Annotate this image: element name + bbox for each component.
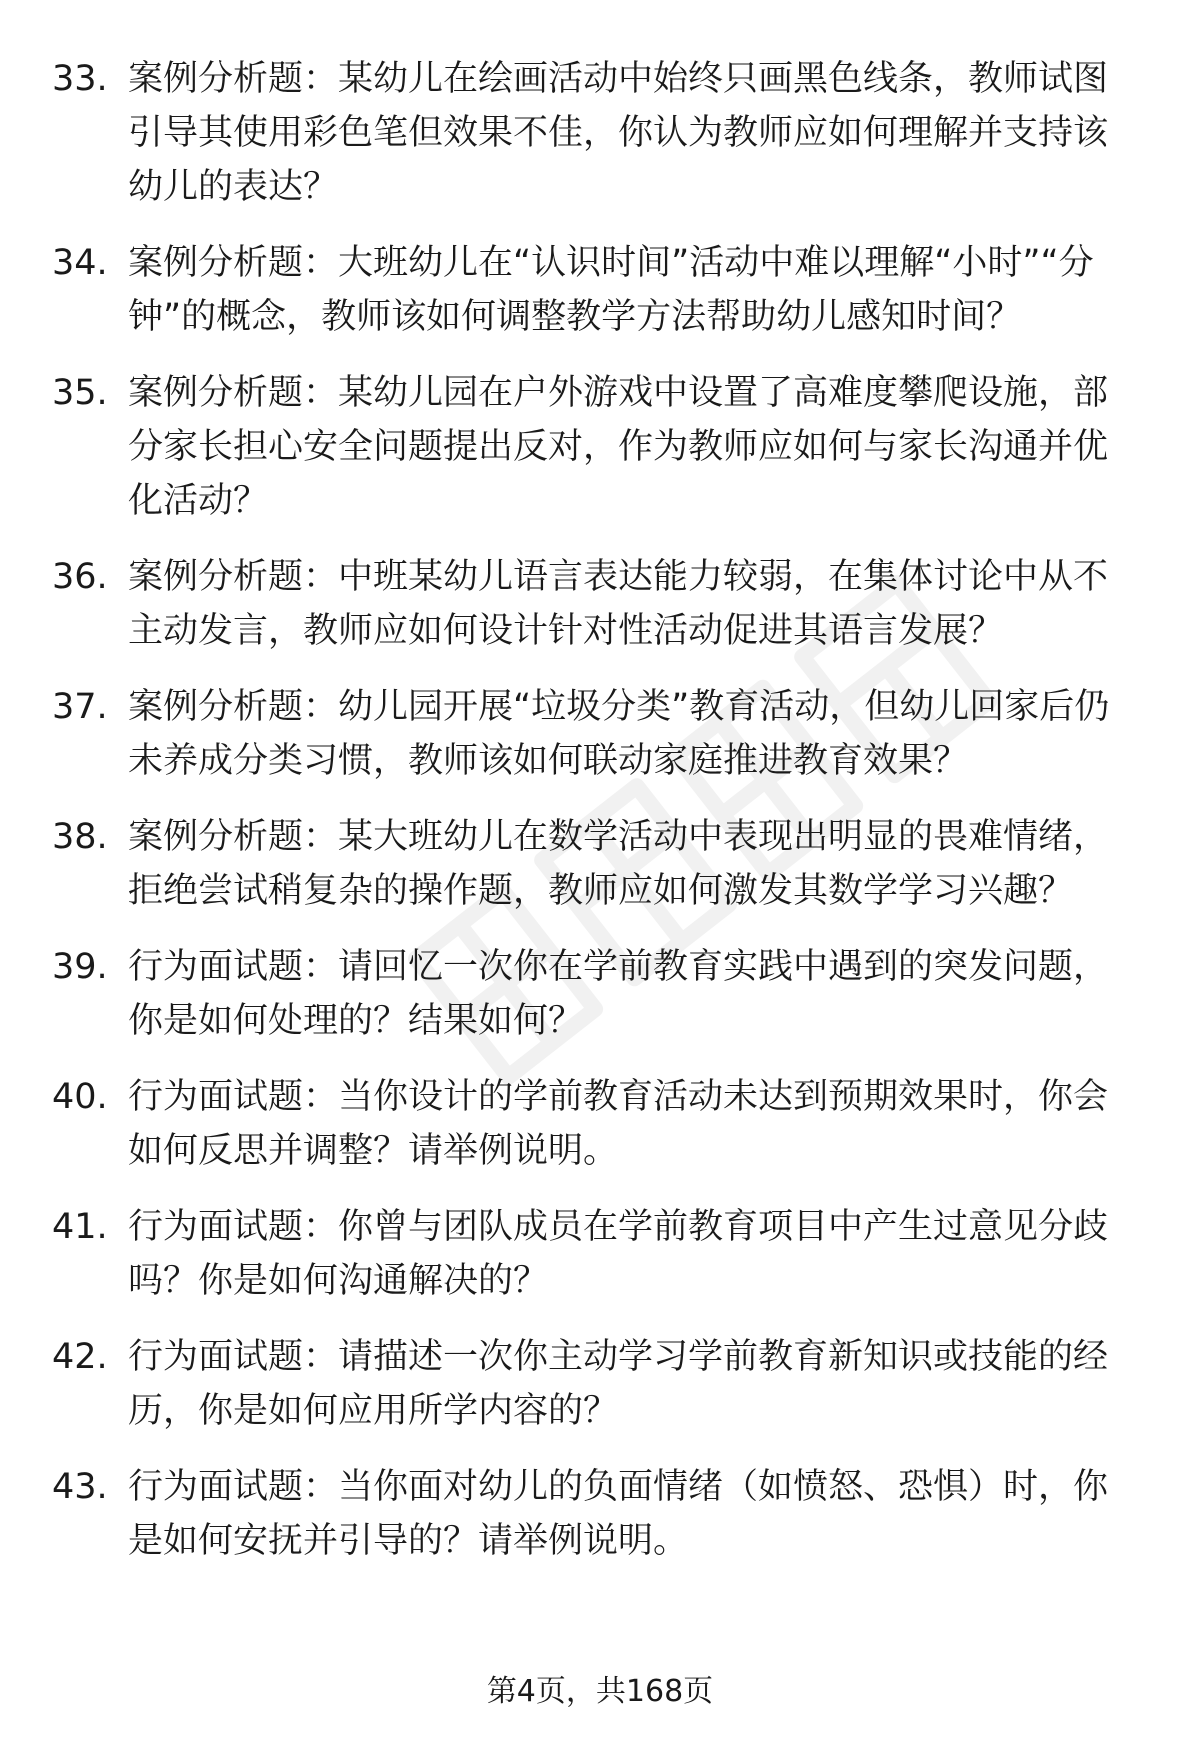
question-number: 41. bbox=[52, 1207, 108, 1247]
question-number: 42. bbox=[52, 1337, 108, 1377]
question-item bbox=[0, 236, 1200, 344]
question-text: 行为面试题：当你面对幼儿的负面情绪（如愤怒、恐惧）时，你是如何安抚并引导的？请举例说明。 bbox=[128, 1467, 1109, 1561]
page-number-footer: 第4页，共168页 bbox=[486, 1674, 714, 1709]
question-item bbox=[0, 1200, 1200, 1308]
question-text: 案例分析题：中班某幼儿语言表达能力较弱，在集体讨论中从不主动发言，教师应如何设计针对性活动促进其语言发展？ bbox=[128, 557, 1109, 651]
question-item bbox=[0, 52, 1200, 214]
question-text: 案例分析题：大班幼儿在“认识时间”活动中难以理解“小时”“分钟”的概念，教师该如何调整教学方法帮助幼儿感知时间？ bbox=[128, 243, 1094, 337]
question-item bbox=[0, 1070, 1200, 1178]
question-number: 35. bbox=[52, 373, 108, 413]
question-number: 37. bbox=[52, 687, 108, 727]
question-item bbox=[0, 366, 1200, 528]
question-text: 案例分析题：幼儿园开展“垃圾分类”教育活动，但幼儿回家后仍未养成分类习惯，教师该如何联动家庭推进教育效果？ bbox=[128, 687, 1110, 781]
question-item bbox=[0, 810, 1200, 918]
question-text: 行为面试题：请描述一次你主动学习学前教育新知识或技能的经历，你是如何应用所学内容的？ bbox=[128, 1337, 1109, 1431]
question-number: 34. bbox=[52, 243, 108, 283]
question-text: 行为面试题：当你设计的学前教育活动未达到预期效果时，你会如何反思并调整？请举例说明。 bbox=[128, 1077, 1109, 1171]
question-text: 案例分析题：某幼儿在绘画活动中始终只画黑色线条，教师试图引导其使用彩色笔但效果不佳，你认为教师应如何理解并支持该幼儿的表达？ bbox=[128, 59, 1109, 207]
question-number: 36. bbox=[52, 557, 108, 597]
question-text: 行为面试题：你曾与团队成员在学前教育项目中产生过意见分歧吗？你是如何沟通解决的？ bbox=[128, 1207, 1109, 1301]
question-number: 38. bbox=[52, 817, 108, 857]
question-number: 33. bbox=[52, 59, 108, 99]
question-number: 40. bbox=[52, 1077, 108, 1117]
question-item bbox=[0, 680, 1200, 788]
question-item bbox=[0, 1330, 1200, 1438]
question-item bbox=[0, 1460, 1200, 1568]
question-text: 行为面试题：请回忆一次你在学前教育实践中遇到的突发问题，你是如何处理的？结果如何？ bbox=[128, 947, 1109, 1041]
question-number: 43. bbox=[52, 1467, 108, 1507]
question-list bbox=[0, 52, 1200, 1590]
question-text: 案例分析题：某幼儿园在户外游戏中设置了高难度攀爬设施，部分家长担心安全问题提出反对，作为教师应如何与家长沟通并优化活动？ bbox=[128, 373, 1109, 521]
question-item bbox=[0, 550, 1200, 658]
question-text: 案例分析题：某大班幼儿在数学活动中表现出明显的畏难情绪，拒绝尝试稍复杂的操作题，教师应如何激发其数学学习兴趣？ bbox=[128, 817, 1109, 911]
question-number: 39. bbox=[52, 947, 108, 987]
question-item bbox=[0, 940, 1200, 1048]
